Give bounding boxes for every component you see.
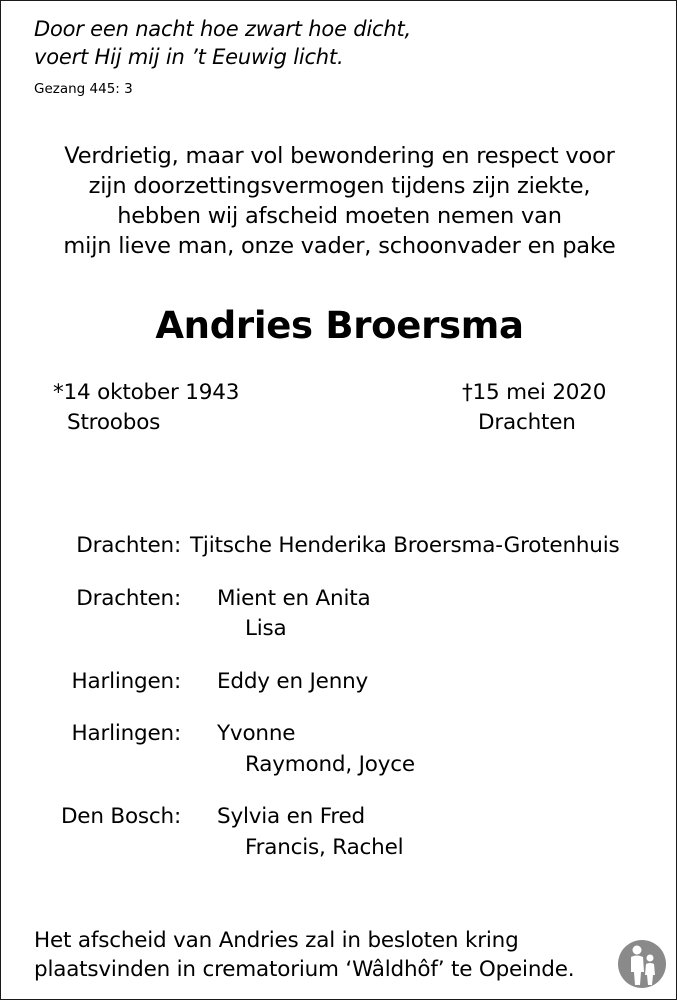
verse-line-2: voert Hij mij in ’t Eeuwig licht. xyxy=(34,45,344,69)
deceased-name: Andries Broersma xyxy=(155,304,524,347)
birth-place: Stroobos xyxy=(67,410,161,435)
family-names: Eddy en Jenny xyxy=(217,669,369,694)
intro-line: Verdrietig, maar vol bewondering en respect voor xyxy=(64,143,615,169)
family-children: Raymond, Joyce xyxy=(245,752,415,777)
family-place: Den Bosch: xyxy=(60,804,181,829)
family-place: Harlingen: xyxy=(71,721,181,746)
family-children: Francis, Rachel xyxy=(245,835,404,860)
family-place: Drachten: xyxy=(76,533,181,558)
family-place: Drachten: xyxy=(76,586,181,611)
birth-date: *14 oktober 1943 xyxy=(53,380,240,405)
closing-line-1: Het afscheid van Andries zal in besloten kring xyxy=(34,928,519,953)
closing-line-2: plaatsvinden in crematorium ‘Wâldhôf’ te Opeinde. xyxy=(34,957,575,982)
intro-text xyxy=(1,141,677,261)
family-place: Harlingen: xyxy=(71,669,181,694)
verse-reference: Gezang 445: 3 xyxy=(34,81,133,97)
intro-line: hebben wij afscheid moeten nemen van xyxy=(117,203,562,229)
family-names: Tjitsche Henderika Broersma-Grotenhuis xyxy=(190,533,620,558)
family-names: Yvonne xyxy=(217,721,296,746)
death-place: Drachten xyxy=(478,410,576,435)
intro-line: zijn doorzettingsvermogen tijdens zijn ziekte, xyxy=(88,173,591,199)
death-date: †15 mei 2020 xyxy=(462,380,607,405)
family-names: Mient en Anita xyxy=(217,586,371,611)
family-children: Lisa xyxy=(245,616,287,641)
family-names: Sylvia en Fred xyxy=(217,804,365,829)
memorial-figures-logo-icon xyxy=(617,939,667,989)
verse-line-1: Door een nacht hoe zwart hoe dicht, xyxy=(34,17,411,41)
intro-line: mijn lieve man, onze vader, schoonvader en pake xyxy=(63,233,616,259)
